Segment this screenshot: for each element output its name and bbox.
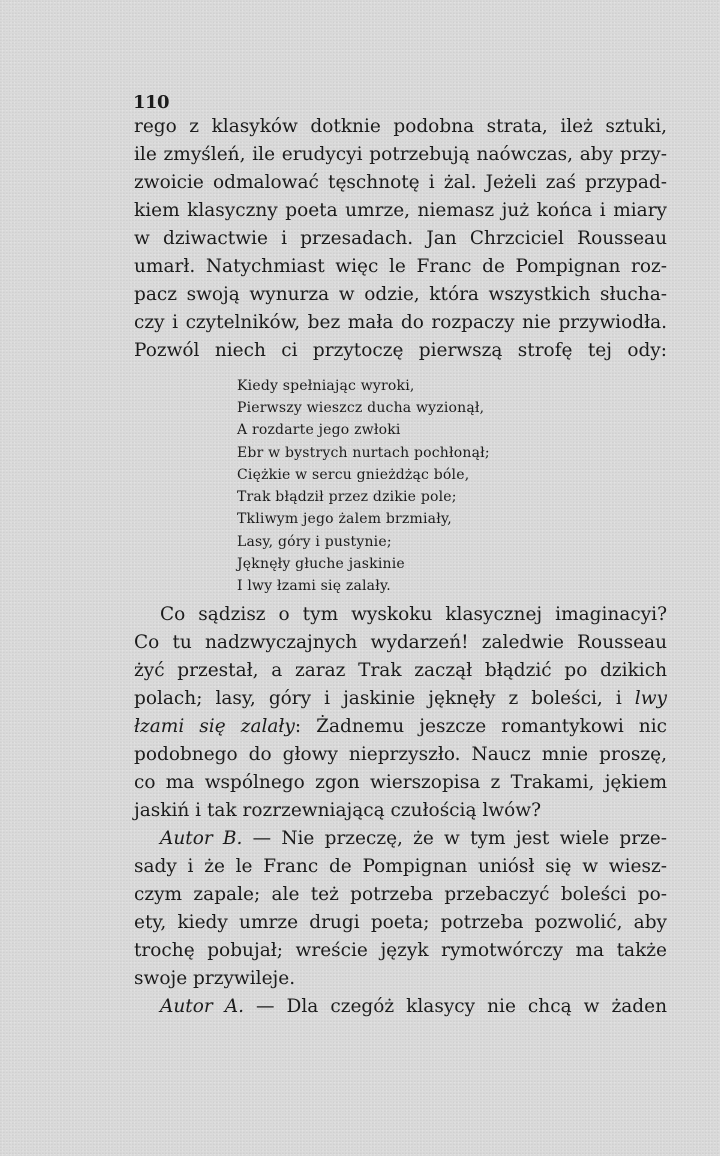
text-line: rego z klasyków dotknie podobna strata, ileż sztuki, [134,116,667,137]
verse-line: Trak błądził przez dzikie pole; [237,489,457,505]
text-line [134,718,667,737]
verse-line: I lwy łzami się zalały. [237,578,391,594]
page-number: 110 [133,92,170,113]
text-line: żyć przestał, a zaraz Trak zaczął błądzić po dzikich [134,660,667,681]
verse-line: Jęknęły głuche jaskinie [237,556,405,572]
speaker-label: Autor B. [160,828,243,849]
text-line: Pozwól niech ci przytoczę pierwszą strofę tej ody: [134,340,667,361]
text-line: trochę pobujał; wreście język rymotwórczy ma także [134,940,667,961]
text-line: w dziwactwie i przesadach. Jan Chrzciciel Rousseau [134,228,667,249]
verse-line: Ebr w bystrych nurtach pochłonął; [237,445,490,461]
verse-line: Pierwszy wieszcz ducha wyzionął, [237,400,485,416]
text-line [134,690,667,709]
text-run: — Nie przeczę, że w tym jest wiele prze- [242,828,667,849]
text-line [160,998,667,1017]
text-line: swoje przywileje. [134,968,296,989]
text-line: ety, kiedy umrze drugi poeta; potrzeba pozwolić, aby [134,912,667,933]
text-line: podobnego do głowy nieprzyszło. Naucz mnie proszę, [134,744,667,765]
text-line: kiem klasyczny poeta umrze, niemasz już końca i miary [134,200,667,221]
text-line: jaskiń i tak rozrzewniającą czułością lwów? [134,800,542,821]
text-line: czym zapale; ale też potrzeba przebaczyć boleści po- [134,884,667,905]
text-run: : Żadnemu jeszcze romantykowi nic [294,716,667,737]
verse-line: Kiedy spełniając wyroki, [237,378,415,394]
verse-line: Tkliwym jego żalem brzmiały, [237,511,452,527]
verse-line: Ciężkie w sercu gnieżdżąc bóle, [237,467,470,483]
text-line: Co tu nadzwyczajnych wydarzeń! zaledwie Rousseau [134,632,667,653]
verse-line: Lasy, góry i pustynie; [237,534,392,550]
italic-text: łzami się zalały [134,716,295,737]
text-line [160,830,667,849]
italic-text: lwy [634,688,667,709]
text-run: polach; lasy, góry i jaskinie jęknęły z boleści, i [134,688,622,709]
text-run: — Dla czegóż klasycy nie chcą w żaden [243,996,667,1017]
text-line: ile zmyśleń, ile erudycyi potrzebują naówczas, aby przy- [134,144,667,165]
text-line: pacz swoją wynurza w odzie, która wszystkich słucha- [134,284,667,305]
text-line: umarł. Natychmiast więc le Franc de Pompignan roz- [134,256,667,277]
verse-line: A rozdarte jego zwłoki [237,422,401,438]
speaker-label: Autor A. [160,996,244,1017]
text-line: co ma wspólnego zgon wierszopisa z Trakami, jękiem [134,772,667,793]
text-line: sady i że le Franc de Pompignan uniósł się w wiesz- [134,856,667,877]
text-line: zwoicie odmalować tęschnotę i żal. Jeżeli zaś przypad- [134,172,667,193]
text-line: Co sądzisz o tym wyskoku klasycznej imaginacyi? [160,604,667,625]
text-line: czy i czytelników, bez mała do rozpaczy nie przywiodła. [134,312,667,333]
